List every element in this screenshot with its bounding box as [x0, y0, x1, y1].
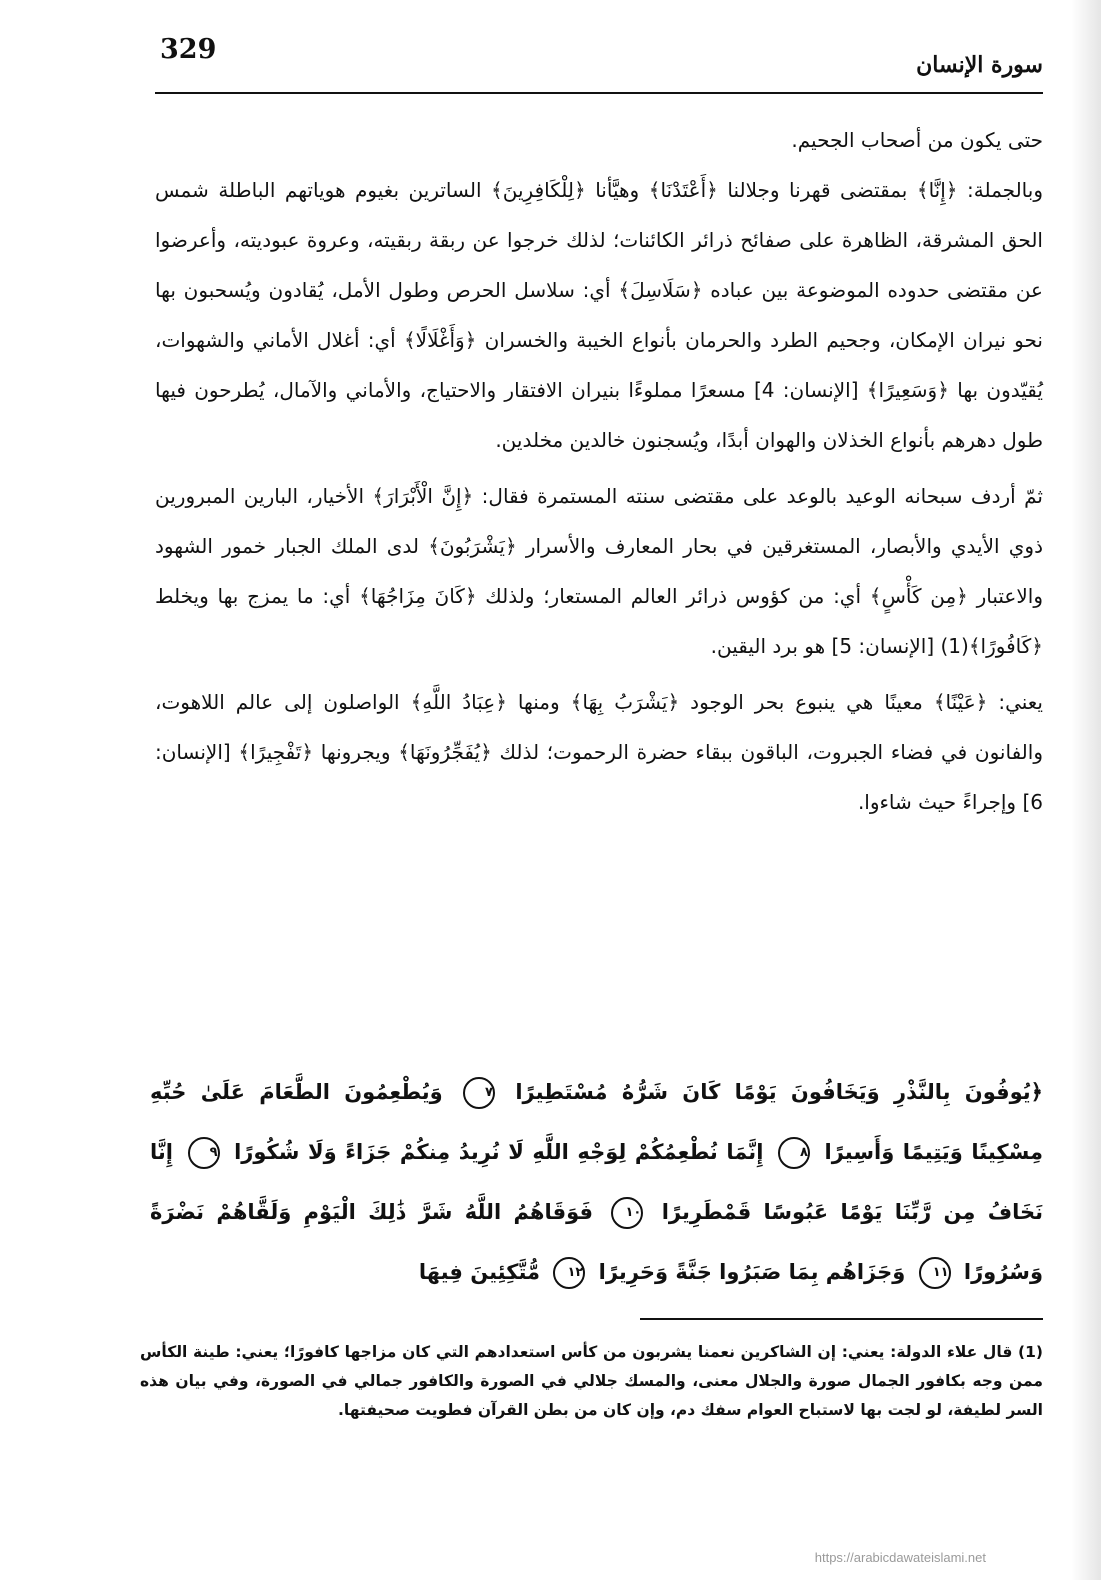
ayah-number-marker: ١٢ — [553, 1257, 585, 1289]
scan-edge-shadow — [1071, 0, 1101, 1580]
verse-segment: ﴿يُوفُونَ بِالنَّذْرِ وَيَخَافُونَ يَوْمًا كَانَ شَرُّهُ مُسْتَطِيرًا — [515, 1080, 1043, 1104]
ayah-number-marker: ٩ — [188, 1137, 220, 1169]
verse-segment: إِنَّمَا نُطْعِمُكُمْ لِوَجْهِ اللَّهِ لَا نُرِيدُ مِنكُمْ جَزَاءً وَلَا شُكُورًا — [234, 1140, 764, 1164]
paragraph: ثمّ أردف سبحانه الوعيد بالوعد على مقتضى سنته المستمرة فقال: ﴿إِنَّ الْأَبْرَارَ﴾ الأخيار، البارين المبرورين ذوي الأيدي والأبصار، المستغرقين في بحار المعارف والأسرار ﴿يَشْرَبُونَ﴾ لدى الملك الجبار خمور الشهود والاعتبار ﴿مِن كَأْسٍ﴾ أي: من كؤوس ذرائر العالم المستعار؛ ولذلك ﴿كَانَ مِزَاجُهَا﴾ أي: ما يمزج بها ويخلط ﴿كَافُورًا﴾(1) [الإنسان: 5] هو برد اليقين. — [155, 484, 1043, 658]
paragraph: يعني: ﴿عَيْنًا﴾ معينًا هي ينبوع بحر الوجود ﴿يَشْرَبُ بِهَا﴾ ومنها ﴿عِبَادُ اللَّهِ﴾ الواصلون إلى عالم اللاهوت، والفانون في فضاء الجبروت، الباقون ببقاء حضرة الرحموت؛ لذلك ﴿يُفَجِّرُونَهَا﴾ ويجرونها ﴿تَفْجِيرًا﴾ [الإنسان: 6] وإجراءً حيث شاءوا. — [155, 690, 1043, 814]
footnote: (1) قال علاء الدولة: يعني: إن الشاكرين نعمنا يشربون من كأس استعدادهم التي كان مزاجها كافورًا؛ يعني: طينة الكأس ممن وجه بكافور الجمال صورة والجلال معنى، والمسك جلالي في الصورة والكافور جمالي في الصورة، وفي بيان هذه السر لطيفة، لو لجت بها لاستباح العوام سفك دم، وإن كان من بطن القرآن فطويت صحيفتها. — [140, 1343, 1043, 1419]
paragraph: حتى يكون من أصحاب الجحيم. — [791, 128, 1043, 152]
verse-segment: وَجَزَاهُم بِمَا صَبَرُوا جَنَّةً وَحَرِيرًا — [598, 1260, 906, 1284]
main-commentary — [155, 115, 1043, 827]
verse-segment: وَيُطْعِمُونَ الطَّعَامَ عَلَىٰ حُبِّهِ مِسْكِينًا وَيَتِيمًا وَأَسِيرًا — [150, 1080, 1044, 1164]
header-divider — [155, 92, 1043, 94]
ayah-number-marker: ٨ — [778, 1137, 810, 1169]
watermark-url: https://arabicdawateislami.net — [814, 1550, 986, 1565]
footnote-divider — [640, 1318, 1043, 1320]
quran-verses — [150, 1062, 1043, 1302]
verse-segment: مُّتَّكِئِينَ فِيهَا — [418, 1260, 541, 1284]
ayah-number-marker: ١١ — [919, 1257, 951, 1289]
verse-segment: إِنَّا نَخَافُ مِن رَّبِّنَا يَوْمًا عَبُوسًا قَمْطَرِيرًا — [150, 1140, 1043, 1224]
ayah-number-marker: ٧ — [463, 1077, 495, 1109]
page-number: 329 — [160, 34, 217, 65]
surah-title: سورة الإنسان — [916, 52, 1043, 78]
ayah-number-marker: ١٠ — [611, 1197, 643, 1229]
verse-segment: فَوَقَاهُمُ اللَّهُ شَرَّ ذَٰلِكَ الْيَوْمِ وَلَقَّاهُمْ نَضْرَةً وَسُرُورًا — [150, 1200, 1043, 1284]
paragraph: وبالجملة: ﴿إِنَّا﴾ بمقتضى قهرنا وجلالنا ﴿أَعْتَدْنَا﴾ وهيَّأنا ﴿لِلْكَافِرِينَ﴾ الساترين بغيوم هوياتهم الباطلة شمس الحق المشرقة، الظاهرة على صفائح ذرائر الكائنات؛ لذلك خرجوا عن ربقة ربقيته، وعروة عبوديته، وأعرضوا عن مقتضى حدوده الموضوعة بين عباده ﴿سَلَاسِلَ﴾ أي: سلاسل الحرص وطول الأمل، يُقادون ويُسحبون بها نحو نيران الإمكان، وجحيم الطرد والحرمان بأنواع الخيبة والخسران ﴿وَأَغْلَالًا﴾ أي: أغلال الأماني والشهوات، يُقيّدون بها ﴿وَسَعِيرًا﴾ [الإنسان: 4] مسعرًا مملوءًا بنيران الافتقار والاحتياج، والأماني والآمال، يُطرحون فيها طول دهرهم بأنواع الخذلان والهوان أبدًا، ويُسجنون خالدين مخلدين. — [155, 178, 1043, 452]
